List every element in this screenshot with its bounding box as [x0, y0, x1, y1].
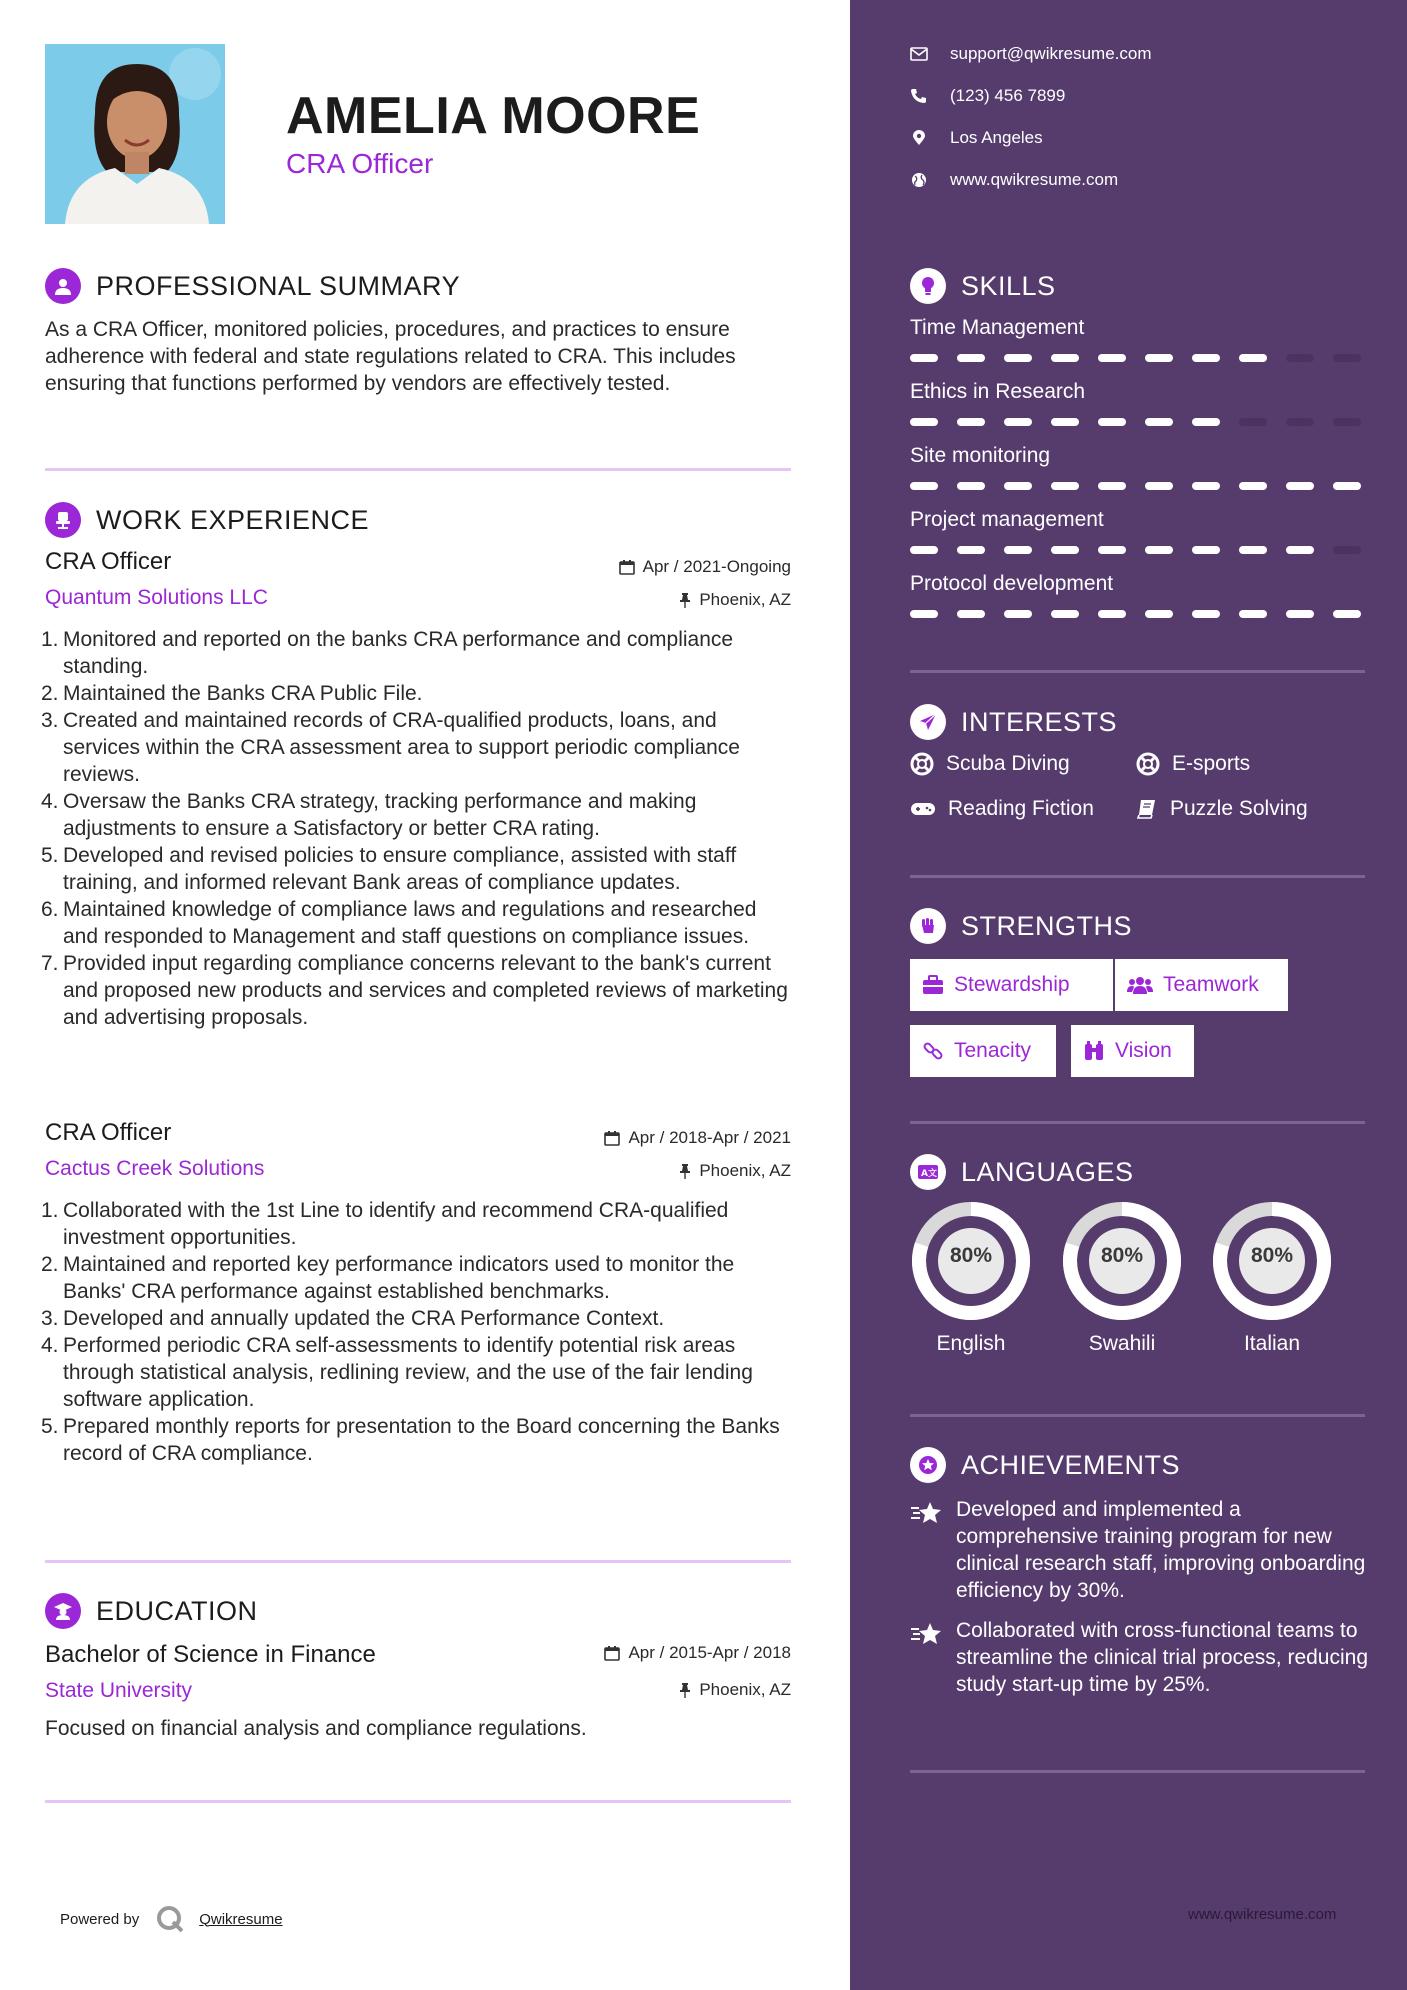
calendar-icon: [619, 559, 635, 575]
languages-title: LANGUAGES: [961, 1156, 1134, 1187]
skill-level-dash: [1286, 546, 1314, 554]
language-item: [910, 1200, 1032, 1356]
skill-level-dash: [1098, 354, 1126, 362]
strengths-heading: [910, 908, 1132, 944]
achievement-text: Collaborated with cross-functional teams to streamline the clinical trial process, reducing study start-up time by 25%.: [956, 1619, 1369, 1696]
language-item: [1061, 1200, 1183, 1356]
skill-level-dash: [1004, 546, 1032, 554]
education-dates-text: Apr / 2015-Apr / 2018: [628, 1643, 791, 1662]
interest-item: [1136, 752, 1250, 776]
education-title: EDUCATION: [96, 1595, 258, 1626]
work-heading: [45, 502, 369, 538]
divider: [910, 1414, 1365, 1417]
list-item: 4. Performed periodic CRA self-assessments to identify potential risk areas through statistical analysis, redlining review, and the use of the fair lending software application.: [41, 1334, 753, 1411]
calendar-icon: [604, 1645, 620, 1661]
interest-label: E-sports: [1172, 752, 1251, 775]
lightbulb-icon: [910, 268, 946, 304]
education-dates: [604, 1643, 791, 1663]
pin-icon: [679, 592, 691, 608]
skill-level-dash: [1145, 354, 1173, 362]
strength-label: Tenacity: [954, 1039, 1032, 1062]
skill-level-dash: [1192, 482, 1220, 490]
lifebuoy-icon: [910, 752, 934, 776]
achievement-item: [910, 1617, 1370, 1698]
skill-level-dash: [1145, 418, 1173, 426]
interests-title: INTERESTS: [961, 706, 1118, 737]
divider: [910, 1770, 1365, 1773]
skill-level-dash: [1333, 546, 1361, 554]
translate-icon: [910, 1154, 946, 1190]
skill-level-dash: [957, 546, 985, 554]
job-company: Quantum Solutions LLC: [45, 586, 268, 609]
contact-phone[interactable]: [910, 86, 1065, 106]
achievement-item: [910, 1496, 1370, 1604]
skill-level-dash: [1098, 610, 1126, 618]
skill-level-dash: [1004, 354, 1032, 362]
language-name: Swahili: [1088, 1332, 1156, 1355]
skill-name: Site monitoring: [910, 444, 1051, 467]
powered-by-label: Powered by: [60, 1910, 140, 1928]
interest-label: Scuba Diving: [946, 752, 1070, 775]
interest-label: Puzzle Solving: [1170, 797, 1308, 820]
calendar-icon: [604, 1130, 620, 1146]
skill-level-dash: [1286, 354, 1314, 362]
skill-level-dash: [910, 418, 938, 426]
footer-website[interactable]: www.qwikresume.com: [1188, 1906, 1337, 1923]
strength-label: Stewardship: [954, 973, 1070, 996]
interest-label: Reading Fiction: [948, 797, 1094, 820]
location-icon: [910, 130, 928, 146]
phone-icon: [910, 88, 928, 104]
list-item: 4. Oversaw the Banks CRA strategy, tracking performance and making adjustments to ensure a Satisfactory or better CRA rating.: [41, 790, 697, 840]
skill-level-dash: [1333, 482, 1361, 490]
skill-level-dash: [957, 610, 985, 618]
skill-level-dash: [1051, 482, 1079, 490]
languages-heading: [910, 1154, 1134, 1190]
candidate-name: AMELIA MOORE: [286, 87, 701, 145]
skill-level-dash: [1004, 418, 1032, 426]
strengths-title: STRENGTHS: [961, 910, 1133, 941]
skill-name: Time Management: [910, 316, 1085, 339]
avatar: [45, 44, 225, 224]
skill-name: Ethics in Research: [910, 380, 1086, 403]
job-location: [679, 1161, 791, 1181]
language-percent: 80%: [949, 1244, 993, 1267]
job-dates-text: Apr / 2018-Apr / 2021: [628, 1128, 791, 1147]
skill-level-dash: [1239, 610, 1267, 618]
skill-name: Project management: [910, 508, 1104, 531]
candidate-role: CRA Officer: [286, 148, 434, 179]
skill-level-dash: [1098, 546, 1126, 554]
strength-chip: [910, 959, 1113, 1011]
link-icon: [922, 1040, 944, 1062]
pin-icon: [679, 1163, 691, 1179]
summary-title: PROFESSIONAL SUMMARY: [96, 270, 461, 301]
list-item: 2. Maintained and reported key performance indicators used to monitor the Banks' CRA performance against established benchmarks.: [41, 1253, 735, 1303]
skill-level-bar: [910, 610, 1361, 618]
job-title: CRA Officer: [45, 548, 172, 575]
skill-level-dash: [1286, 482, 1314, 490]
language-percent: 80%: [1250, 1244, 1294, 1267]
powered-by: [60, 1904, 283, 1934]
language-name: Italian: [1243, 1332, 1301, 1355]
skill-level-dash: [1051, 610, 1079, 618]
skill-level-dash: [1192, 354, 1220, 362]
skill-level-dash: [1239, 482, 1267, 490]
language-name: English: [936, 1332, 1006, 1355]
user-icon: [45, 268, 81, 304]
divider: [910, 1121, 1365, 1124]
skill-level-dash: [1192, 546, 1220, 554]
strength-chip: [910, 1025, 1056, 1077]
gamepad-icon: [910, 800, 936, 818]
skill-level-dash: [957, 482, 985, 490]
skill-level-dash: [1004, 610, 1032, 618]
briefcase-icon: [922, 975, 944, 995]
sidebar: [850, 0, 1407, 1990]
skill-level-dash: [957, 354, 985, 362]
strength-label: Vision: [1115, 1039, 1172, 1062]
job-dates: [619, 557, 791, 577]
skill-level-dash: [1239, 354, 1267, 362]
language-percent: 80%: [1100, 1244, 1144, 1267]
skill-level-bar: [910, 418, 1361, 426]
skill-level-dash: [1051, 418, 1079, 426]
skills-title: SKILLS: [961, 270, 1056, 301]
skill-level-dash: [1145, 482, 1173, 490]
skill-level-dash: [1239, 546, 1267, 554]
skills-heading: [910, 268, 1056, 304]
shooting-star-icon: [910, 1500, 942, 1526]
skill-level-dash: [1239, 418, 1267, 426]
skill-level-dash: [1192, 610, 1220, 618]
job-company: Cactus Creek Solutions: [45, 1157, 265, 1180]
job-location-text: Phoenix, AZ: [699, 590, 791, 609]
strength-label: Teamwork: [1163, 973, 1259, 996]
contact-email[interactable]: [910, 44, 1152, 64]
pin-icon: [679, 1682, 691, 1698]
job-duties: [41, 626, 795, 1031]
contact-website-text: www.qwikresume.com: [950, 170, 1119, 189]
skill-level-dash: [1051, 354, 1079, 362]
list-item: 5. Prepared monthly reports for presentation to the Board concerning the Banks record of CRA compliance.: [41, 1415, 780, 1465]
mail-icon: [910, 47, 928, 61]
job-dates-text: Apr / 2021-Ongoing: [642, 557, 791, 576]
job-title: CRA Officer: [45, 1119, 172, 1146]
profile-photo: [45, 44, 225, 224]
interest-item: [910, 752, 1070, 776]
list-item: 5. Developed and revised policies to ensure compliance, assisted with staff training, and informed relevant Bank areas of compliance updates.: [41, 844, 737, 894]
school: State University: [45, 1679, 193, 1702]
skill-level-dash: [957, 418, 985, 426]
contact-website[interactable]: [910, 170, 1118, 190]
graduate-icon: [45, 1593, 81, 1629]
skill-level-bar: [910, 354, 1361, 362]
job-duties: [41, 1197, 795, 1467]
interest-item: [910, 797, 1094, 821]
skill-level-dash: [1286, 610, 1314, 618]
language-item: [1211, 1200, 1333, 1356]
divider: [45, 1560, 791, 1563]
chair-icon: [45, 502, 81, 538]
skill-level-dash: [1098, 418, 1126, 426]
education-location: [679, 1680, 791, 1700]
strength-chip: [1115, 959, 1288, 1011]
skill-level-dash: [1333, 610, 1361, 618]
interest-item: [1136, 797, 1308, 821]
lifebuoy-icon: [1136, 752, 1160, 776]
qwikresume-link[interactable]: Qwikresume: [199, 1910, 283, 1928]
list-item: 3. Developed and annually updated the CRA Performance Context.: [41, 1307, 665, 1330]
summary-heading: [45, 268, 460, 304]
degree: Bachelor of Science in Finance: [45, 1641, 376, 1668]
skill-level-dash: [1145, 610, 1173, 618]
list-item: 6. Maintained knowledge of compliance laws and regulations and researched and responded to Management and staff questions on compliance issues.: [41, 898, 757, 948]
divider: [45, 468, 791, 471]
divider: [910, 670, 1365, 673]
skill-level-bar: [910, 482, 1361, 490]
skill-level-dash: [1333, 418, 1361, 426]
binoculars-icon: [1083, 1040, 1105, 1062]
book-icon: [1136, 798, 1158, 820]
paper-plane-icon: [910, 704, 946, 740]
divider: [45, 1800, 791, 1803]
skill-level-dash: [1192, 418, 1220, 426]
divider: [910, 875, 1365, 878]
contact-location-text: Los Angeles: [950, 128, 1043, 147]
list-item: 1. Collaborated with the 1st Line to identify and recommend CRA-qualified investment opportunities.: [41, 1199, 729, 1249]
achievement-text: Developed and implemented a comprehensive training program for new clinical research staff, improving onboarding efficiency by 30%.: [956, 1498, 1366, 1602]
list-item: 7. Provided input regarding compliance concerns relevant to the bank's current and proposed new products and services and completed reviews of marketing and advertising proposals.: [41, 952, 788, 1029]
summary-text: As a CRA Officer, monitored policies, procedures, and practices to ensure adherence with federal and state regulations related to CRA. This includes ensuring that functions performed by vendors are effectively tested.: [45, 318, 736, 395]
list-item: 3. Created and maintained records of CRA-qualified products, loans, and services within the CRA assessment area to support periodic compliance reviews.: [41, 709, 740, 786]
contact-location: [910, 128, 1043, 148]
education-heading: [45, 1593, 258, 1629]
job-location-text: Phoenix, AZ: [699, 1161, 791, 1180]
contact-email-text: support@qwikresume.com: [950, 44, 1152, 63]
globe-icon: [910, 172, 928, 188]
skill-level-dash: [910, 546, 938, 554]
skill-level-dash: [1098, 482, 1126, 490]
skill-level-dash: [1051, 546, 1079, 554]
job-location: [679, 590, 791, 610]
users-icon: [1127, 975, 1153, 995]
education-description: Focused on financial analysis and compliance regulations.: [45, 1717, 587, 1740]
achievements-heading: [910, 1447, 1180, 1483]
skill-level-bar: [910, 546, 1361, 554]
fist-icon: [910, 908, 946, 944]
achievements-title: ACHIEVEMENTS: [961, 1449, 1181, 1480]
contact-phone-text: (123) 456 7899: [950, 86, 1066, 105]
qwikresume-logo-icon: [155, 1904, 185, 1934]
skill-level-dash: [1286, 418, 1314, 426]
skill-level-dash: [1333, 354, 1361, 362]
strength-chip: [1071, 1025, 1194, 1077]
skill-level-dash: [910, 482, 938, 490]
skill-level-dash: [910, 610, 938, 618]
education-location-text: Phoenix, AZ: [699, 1680, 791, 1699]
job-dates: [604, 1128, 791, 1148]
svg-text:A文: A文: [921, 1169, 937, 1179]
skill-level-dash: [1004, 482, 1032, 490]
work-title: WORK EXPERIENCE: [96, 504, 370, 535]
skill-level-dash: [910, 354, 938, 362]
shooting-star-icon: [910, 1621, 942, 1647]
list-item: 1. Monitored and reported on the banks CRA performance and compliance standing.: [41, 628, 734, 678]
star-badge-icon: [910, 1447, 946, 1483]
skill-level-dash: [1145, 546, 1173, 554]
skill-name: Protocol development: [910, 572, 1114, 595]
interests-heading: [910, 704, 1117, 740]
list-item: 2. Maintained the Banks CRA Public File.: [41, 682, 423, 705]
